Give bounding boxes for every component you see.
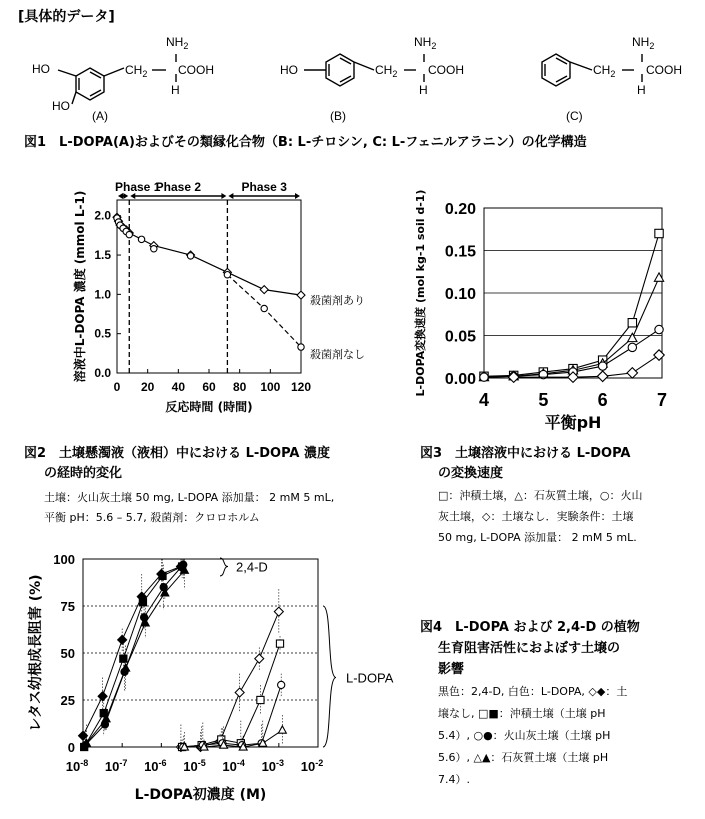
x-axis-label: 反応時間 (時間) <box>165 400 253 414</box>
fig3-note-3: 50 mg, L-DOPA 添加量： 2 mM 5 mL. <box>438 531 637 544</box>
plot-area <box>117 200 301 373</box>
label-a: (A) <box>92 109 108 123</box>
fig4-note-3: 5.4）, ○●：火山灰土壌（土壌 pH <box>438 729 611 742</box>
y-tick-label: 75 <box>60 599 75 614</box>
x-tick-label: 80 <box>232 380 247 394</box>
fig4-note-5: 7.4）. <box>438 773 470 786</box>
y-tick-label: 0.5 <box>94 326 111 341</box>
data-point <box>655 325 663 333</box>
data-point-unsterilized <box>138 236 144 242</box>
fig4-caption-3: 影響 <box>438 662 465 677</box>
phase-label: Phase 3 <box>241 180 287 194</box>
fig3-chart <box>400 186 705 436</box>
y-tick-label: 0.15 <box>444 243 476 261</box>
y-tick-label: 1.0 <box>94 287 111 302</box>
x-tick-label: 4 <box>478 390 490 410</box>
y-tick-label: 100 <box>53 552 75 567</box>
data-point-unsterilized <box>126 231 132 237</box>
phase-arrow-head <box>295 193 300 199</box>
x-tick-label: 6 <box>597 390 608 410</box>
fig4-note-4: 5.6）, △▲：石灰質土壌（土壌 pH <box>438 751 609 764</box>
x-tick-label: 0 <box>113 380 121 394</box>
data-point <box>598 362 606 370</box>
x-tick-label: 7 <box>656 390 668 410</box>
fig2-caption-2: の経時的変化 <box>44 466 123 481</box>
b-h: H <box>419 83 428 97</box>
y-tick-label: 0.10 <box>444 286 476 303</box>
y-tick-label: 1.5 <box>94 248 111 263</box>
y-tick-label: 50 <box>60 646 75 661</box>
fig3-caption-1: 図3 土壌溶液中における L-DOPA <box>420 446 631 461</box>
phase-label: Phase 1 <box>115 180 161 194</box>
x-tick-label: 5 <box>538 390 549 410</box>
x-tick-label: 20 <box>140 380 155 394</box>
fig3-caption-2: の変換速度 <box>438 466 504 481</box>
data-point <box>655 229 663 237</box>
a-ho-2: HO <box>52 99 70 113</box>
a-cooh: COOH <box>178 63 214 77</box>
x-tick-label: 100 <box>260 380 281 394</box>
x-tick-label: $10^{-2}$ <box>300 758 324 774</box>
fig4-note-2: 壌なし, □■：沖積土壌（土壌 pH <box>438 707 606 720</box>
fig4-caption-2: 生育阻害活性におよぼす土壌の <box>438 641 621 656</box>
series-label: 殺菌剤なし <box>310 348 365 361</box>
molecule-b <box>304 54 424 86</box>
y-tick-label: 2.0 <box>94 208 111 223</box>
annotation-label: 2,4-D <box>236 559 268 575</box>
fig2-note-2: 平衡 pH：5.6 – 5.7, 殺菌剤：クロロホルム <box>44 511 260 524</box>
y-axis-label: L-DOPA変換速度 (mol kg-1 soil d-1) <box>414 189 427 397</box>
data-point <box>139 599 146 606</box>
y-axis-label: レタス幼根成長阻害 (%) <box>28 574 44 732</box>
x-axis-label: 平衡pH <box>544 413 602 432</box>
c-h: H <box>637 83 646 97</box>
x-tick-label: $10^{-4}$ <box>222 758 245 774</box>
label-b: (B) <box>330 109 346 123</box>
annotation-brace <box>323 606 336 747</box>
molecule-c <box>542 54 642 86</box>
data-point-unsterilized <box>298 344 304 350</box>
section-header: [具体的データ] <box>18 9 115 25</box>
data-point <box>276 640 283 647</box>
fig3-note-1: □：沖積土壌，△：石灰質土壌，○：火山 <box>438 489 643 502</box>
c-nh2: $NH_2$ <box>632 35 655 51</box>
fig2-caption-1: 図2 土壌懸濁液（液相）中における L-DOPA 濃度 <box>24 446 331 461</box>
c-cooh: COOH <box>646 63 682 77</box>
fig3-note-2: 灰土壌，◇：土壌なし．実験条件：土壌 <box>438 510 634 523</box>
x-tick-label: $10^{-3}$ <box>261 758 285 774</box>
fig4-note-1: 黒色：2,4-D, 白色：L-DOPA, ◇◆：土 <box>438 685 628 698</box>
phase-label: Phase 2 <box>155 180 202 194</box>
data-point-unsterilized <box>261 305 267 311</box>
data-point-unsterilized <box>187 253 193 259</box>
label-c: (C) <box>566 109 583 123</box>
x-tick-label: $10^{-7}$ <box>104 758 128 774</box>
a-nh2: $NH_2$ <box>166 35 189 51</box>
b-nh2: $NH_2$ <box>414 35 437 51</box>
y-tick-label: 0.0 <box>94 366 111 380</box>
y-tick-label: 0.05 <box>444 328 476 346</box>
a-ho-1: HO <box>32 62 50 76</box>
x-tick-label: $10^{-8}$ <box>65 758 89 774</box>
fig2-note-1: 土壌：火山灰土壌 50 mg, L-DOPA 添加量： 2 mM 5 mL, <box>44 491 335 504</box>
phase-arrow-head <box>228 193 233 199</box>
annotation-label: L-DOPA <box>346 670 394 686</box>
c-ch2: $CH_2$ <box>593 63 616 79</box>
x-tick-label: 120 <box>290 380 312 394</box>
data-point <box>628 319 636 327</box>
y-tick-label: 25 <box>60 693 75 708</box>
y-tick-label: 0.00 <box>444 371 476 388</box>
series-label: 殺菌剤あり <box>310 294 365 307</box>
data-point-unsterilized <box>151 246 157 252</box>
a-ch2: $CH_2$ <box>125 63 148 79</box>
b-ho: HO <box>280 63 298 77</box>
x-tick-label: 40 <box>171 380 186 394</box>
data-point <box>278 681 285 688</box>
y-axis-label: 溶液中L-DOPA 濃度 (mmol L-1) <box>73 190 87 383</box>
y-tick-label: 0.20 <box>444 201 476 218</box>
fig1-structures <box>0 26 705 130</box>
data-point <box>628 343 636 351</box>
y-tick-label: 0 <box>67 740 75 755</box>
fig2-chart <box>0 180 395 436</box>
x-tick-label: 60 <box>202 380 216 394</box>
phase-arrow-head <box>221 193 226 199</box>
data-point <box>257 696 264 703</box>
data-point <box>480 373 488 381</box>
data-point <box>159 572 166 579</box>
a-h: H <box>171 83 180 97</box>
b-ch2: $CH_2$ <box>375 63 398 79</box>
b-cooh: COOH <box>428 63 464 77</box>
fig4-caption-1: 図4 L-DOPA および 2,4-D の植物 <box>420 620 640 635</box>
x-axis-label: L-DOPA初濃度 (M) <box>134 787 267 803</box>
molecule-a <box>58 54 176 104</box>
data-point-unsterilized <box>224 272 230 278</box>
x-tick-label: $10^{-5}$ <box>183 758 206 774</box>
x-tick-label: $10^{-6}$ <box>144 758 167 774</box>
fig1-caption: 図1 L-DOPA(A)およびその類縁化合物（B: L-チロシン, C: L-フェニルアラニン）の化学構造 <box>24 135 587 150</box>
fig4-chart <box>0 548 420 810</box>
